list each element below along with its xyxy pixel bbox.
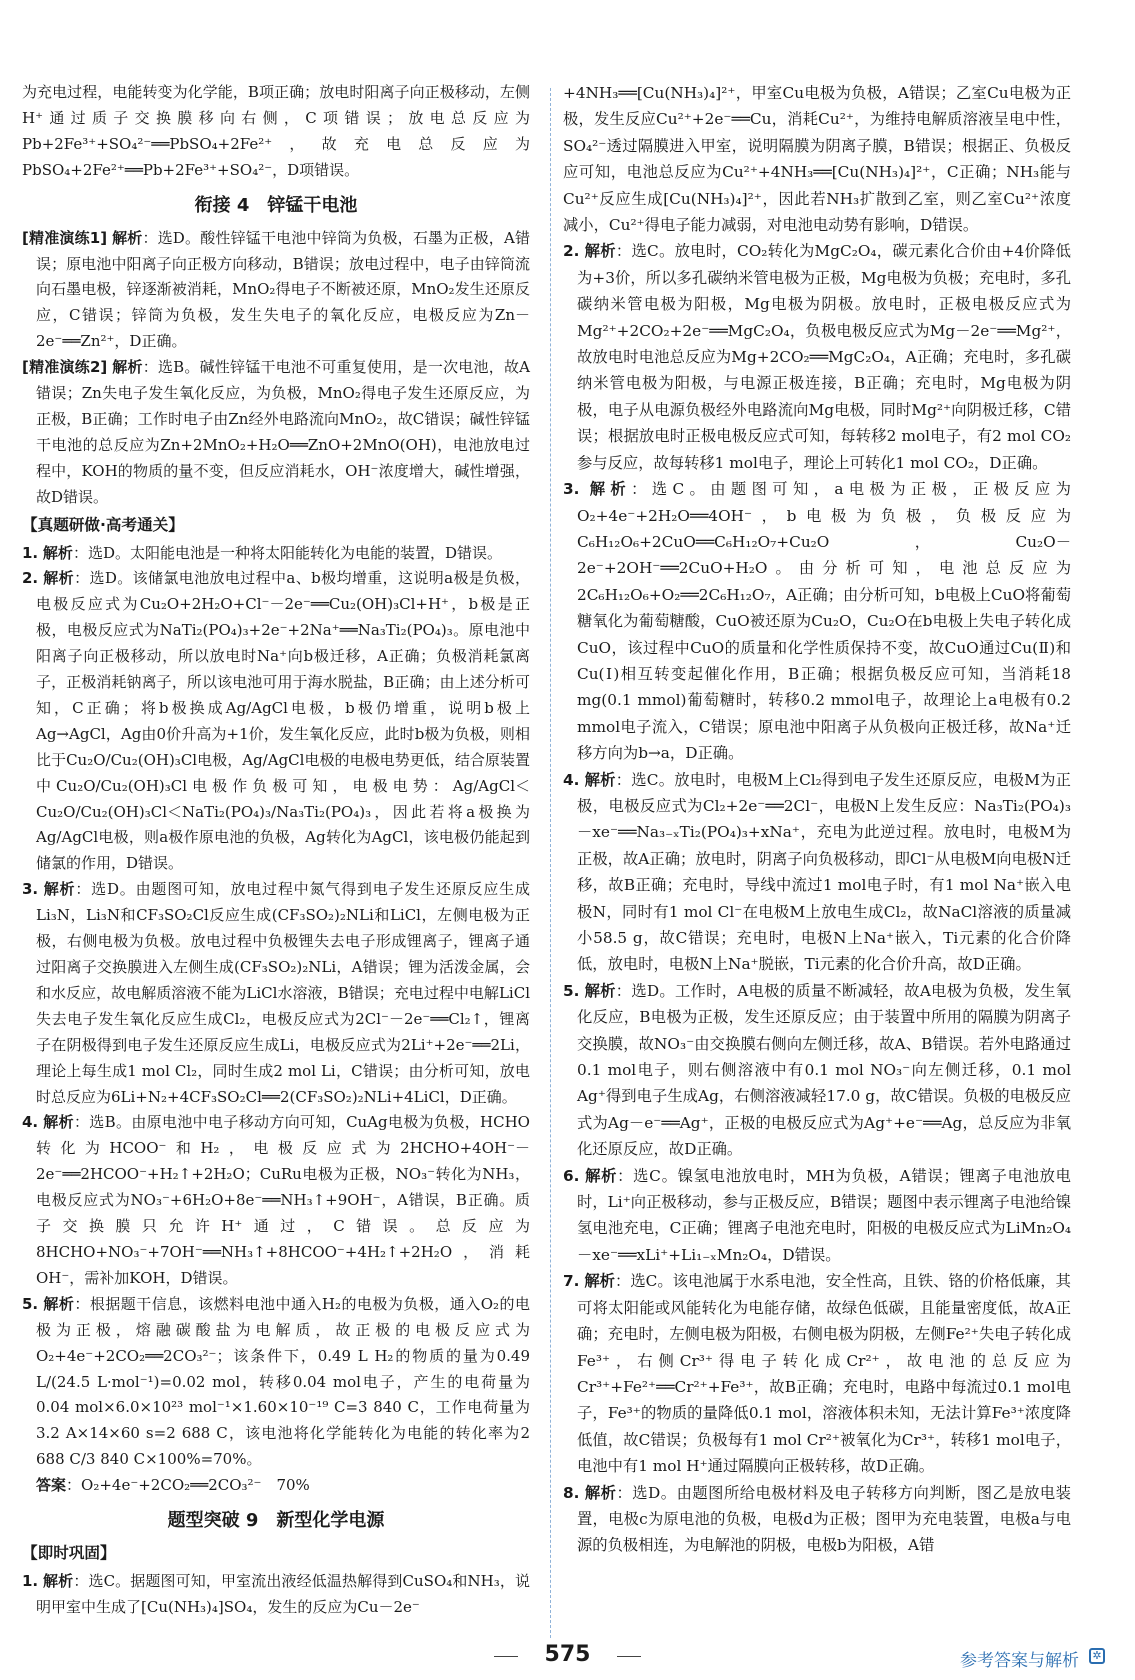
item-sublabel: 解析: [584, 770, 616, 789]
item-text: ：选D。由题图可知，放电过程中氮气得到电子发生还原反应生成Li₃N，Li₃N和CF₃SO₂Cl反应生成(CF₃SO₂)₂NLi和LiCl，左侧电极为正极，右侧电极为负极。放电过程中负极锂失去电子形成锂离子，锂离子通过阳离子交换膜进入左侧生成(CF₃SO₂)₂NLi，A错误；锂为活泼金属，会和水反应，故电解质溶液不能为LiCl水溶液，B错误；充电过程中电解LiCl失去电子发生氧化反应生成Cl₂，电极反应式为2Cl⁻－2e⁻══Cl₂↑，锂离子在阴极得到电子发生还原反应生成Li，电极反应式为2Li⁺+2e⁻══2Li，理论上每生成1 mol Cl₂，同时生成2 mol Li，C错误；由分析可知，放电时总反应为6Li+N₂+4CF₃SO₂Cl══2(CF₃SO₂)₂NLi+4LiCl，D正确。: [36, 880, 530, 1106]
item-number: 2.: [563, 242, 580, 261]
item-number: 7.: [563, 1272, 580, 1291]
answer-line: [22, 1473, 530, 1499]
item-number: 6.: [563, 1166, 580, 1185]
solution-item: [22, 1110, 530, 1291]
solution-item: [563, 978, 1071, 1163]
answer-text: ：O₂+4e⁻+2CO₂══2CO₃²⁻ 70%: [66, 1476, 310, 1495]
item-text: ：选B。由原电池中电子移动方向可知，CuAg电极为负极，HCHO转化为HCOO⁻和H₂，电极反应式为2HCHO+4OH⁻－2e⁻══2HCOO⁻+H₂↑+2H₂O；CuRu电极为正极，NO₃⁻转化为NH₃，电极反应式为NO₃⁻+6H₂O+8e⁻══NH₃↑+9OH⁻，A错误，B正确。质子交换膜只允许H⁺通过，C错误。总反应为8HCHO+NO₃⁻+7OH⁻══NH₃↑+8HCOO⁻+4H₂↑+2H₂O，消耗OH⁻，需补加KOH，D错误。: [36, 1113, 530, 1287]
item-number: 4.: [563, 770, 580, 789]
item-number: 8.: [563, 1483, 580, 1502]
item-text: ：选D。酸性锌锰干电池中锌筒为负极，石墨为正极，A错误；原电池中阳离子向正极方向移动，B错误；放电过程中，电子由锌筒流向石墨电极，锌逐渐被消耗，MnO₂得电子不断被还原，MnO₂发生还原反应，C错误；锌筒为负极，发生失电子的氧化反应，电极反应为Zn－2e⁻══Zn²⁺，D正确。: [36, 228, 530, 351]
item-sublabel: 解析: [112, 228, 143, 247]
item-sublabel: 解析: [585, 1166, 618, 1185]
subsection-heading: 【即时巩固】: [22, 1544, 116, 1563]
solution-item: [22, 877, 530, 1110]
item-text: ：选D。太阳能电池是一种将太阳能转化为电能的装置，D错误。: [72, 543, 502, 562]
item-sublabel: 解析: [584, 1483, 617, 1502]
item-number: [精准演练2]: [22, 358, 108, 377]
item-sublabel: 解析: [584, 981, 616, 1000]
item-number: 4.: [22, 1113, 39, 1132]
item-sublabel: 解析: [43, 1571, 74, 1590]
section-heading: 衔接 4 锌锰干电池: [194, 194, 358, 216]
item-number: 5.: [22, 1294, 39, 1313]
solution-item: [563, 476, 1071, 766]
item-sublabel: 解析: [112, 358, 143, 377]
item-sublabel: 解析: [42, 543, 73, 562]
item-text: ：选B。碱性锌锰干电池不可重复使用，是一次电池，故A错误；Zn失电子发生氧化反应，为负极，MnO₂得电子发生还原反应，为正极，B正确；工作时电子由Zn经外电路流向MnO₂，故C错误；碱性锌锰干电池的总反应为Zn+2MnO₂+H₂O══ZnO+2MnO(OH)，电池放电过程中，KOH的物质的量不变，但反应消耗水，OH⁻浓度增大，碱性增强，故D错误。: [36, 358, 530, 506]
solution-item: [563, 1480, 1071, 1559]
item-number: 3.: [563, 480, 580, 499]
item-text: ：选C。由题图可知，a电极为正极，正极反应为O₂+4e⁻+2H₂O══4OH⁻，b电极为负极，负极反应为C₆H₁₂O₆+2CuO══C₆H₁₂O₇+Cu₂O，Cu₂O－2e⁻+2OH⁻══2CuO+H₂O。由分析可知，电池总反应为2C₆H₁₂O₆+O₂══2C₆H₁₂O₇，A正确；由分析可知，b电极上CuO将葡萄糖氧化为葡萄糖酸，CuO被还原为Cu₂O，Cu₂O在b电极上失电子转化成CuO，该过程中CuO的质量和化学性质保持不变，故CuO通过Cu(Ⅱ)和Cu(Ⅰ)相互转变起催化作用，B正确；根据负极反应可知，当消耗18 mg(0.1 mmol)葡萄糖时，转移0.2 mmol电子，故理论上a电极有0.2 mmol电子流入，C错误；原电池中阳离子从负极向正极迁移，故Na⁺迁移方向为b→a，D正确。: [577, 480, 1071, 763]
left-column: [22, 80, 530, 1621]
footer-dash-right: [617, 1656, 641, 1657]
page-number: 575: [544, 1642, 591, 1667]
solution-item: [563, 1268, 1071, 1479]
item-text: ：选C。据题图可知，甲室流出液经低温热解得到CuSO₄和NH₃，说明甲室中生成了[Cu(NH₃)₄]SO₄，发生的反应为Cu－2e⁻: [36, 1571, 530, 1616]
solution-item: [22, 1569, 530, 1621]
item-number: 5.: [563, 981, 580, 1000]
item-text: ：选C。放电时，电极M上Cl₂得到电子发生还原反应，电极M为正极，电极反应式为Cl₂+2e⁻══2Cl⁻，电极N上发生反应：Na₃Ti₂(PO₄)₃－xe⁻══Na₃₋ₓTi₂(PO₄)₃+xNa⁺，充电为此逆过程。放电时，电极M为正极，故A正确；放电时，阴离子向负极移动，即Cl⁻从电极M向电极N迁移，故B正确；充电时，导线中流过1 mol电子时，有1 mol Na⁺嵌入电极N，同时有1 mol Cl⁻在电极M上放电生成Cl₂，故NaCl溶液的质量减小58.5 g，故C错误；充电时，电极N上Na⁺嵌入，Ti元素的化合价降低，放电时，电极N上Na⁺脱嵌，Ti元素的化合价升高，故D正确。: [577, 770, 1071, 974]
item-sublabel: 解析: [584, 1272, 615, 1291]
solution-item: [22, 226, 530, 356]
item-number: 1.: [22, 543, 39, 562]
solution-item: [22, 355, 530, 510]
item-text: ：选D。由题图所给电极材料及电子转移方向判断，图乙是放电装置，电极c为原电池的负极，电极d为正极；图甲为充电装置，电极a与电源的负极相连，为电解池的阴极，电极b为阳极，A错: [577, 1483, 1071, 1555]
item-sublabel: 解析: [43, 880, 76, 899]
solution-item: [563, 238, 1071, 476]
solution-item: [563, 1163, 1071, 1269]
solution-item: [563, 767, 1071, 978]
solution-item: [22, 566, 530, 877]
item-text: ：选C。该电池属于水系电池，安全性高，且铁、铬的价格低廉，其可将太阳能或风能转化为电能存储，故绿色低碳，且能量密度低，故A正确；充电时，左侧电极为阳极，右侧电极为阴极，左侧Fe²⁺失电子转化成Fe³⁺，右侧Cr³⁺得电子转化成Cr²⁺，故电池的总反应为Cr³⁺+Fe²⁺══Cr²⁺+Fe³⁺，故B正确；充电时，电路中每流过0.1 mol电子，Fe³⁺的物质的量降低0.1 mol，溶液体积未知，无法计算Fe³⁺浓度降低值，故C错误；负极每有1 mol Cr²⁺被氧化为Cr³⁺，转移1 mol电子，电池中有1 mol H⁺通过隔膜向正极转移，故D正确。: [577, 1272, 1071, 1476]
item-sublabel: 解析: [43, 1113, 74, 1132]
solution-item: [22, 1292, 530, 1473]
item-number: [精准演练1]: [22, 228, 108, 247]
item-sublabel: 解析: [43, 569, 75, 588]
item-text: ：根据题干信息，该燃料电池中通入H₂的电极为负极，通入O₂的电极为正极，熔融碳酸盐为电解质，故正极的电极反应式为O₂+4e⁻+2CO₂══2CO₃²⁻；该条件下，0.49 L H₂的物质的量为0.49 L/(24.5 L·mol⁻¹)=0.02 mol，转移0.04 mol电子，产生的电荷量为0.04 mol×6.0×10²³ mol⁻¹×1.60×10⁻¹⁹ C=3 840 C，工作电荷量为3.2 A×14×60 s=2 688 C，该电池将化学能转化为电能的转化率为2 688 C/3 840 C×100%=70%。: [36, 1294, 530, 1469]
solution-item: [22, 541, 530, 567]
item-sublabel: 解析: [589, 480, 632, 499]
item-text: ：选D。该储氯电池放电过程中a、b极均增重，这说明a极是负极，电极反应式为Cu₂O+2H₂O+Cl⁻－2e⁻══Cu₂(OH)₃Cl+H⁺，b极是正极，电极反应式为NaTi₂(PO₄)₃+2e⁻+2Na⁺══Na₃Ti₂(PO₄)₃。原电池中阳离子向正极移动，所以放电时Na⁺向b极迁移，A正确；负极消耗氯离子，正极消耗钠离子，所以该电池可用于海水脱盐，B正确；由上述分析可知，C正确；将b极换成Ag/AgCl电极，b极仍增重，说明b极上Ag→AgCl，Ag由0价升高为+1价，发生氧化反应，此时b极为负极，则相比于Cu₂O/Cu₂(OH)₃Cl电极，Ag/AgCl电极的电极电势更低，结合原装置中Cu₂O/Cu₂(OH)₃Cl电极作负极可知，电极电势：Ag/AgCl＜Cu₂O/Cu₂(OH)₃Cl＜NaTi₂(PO₄)₃/Na₃Ti₂(PO₄)₃，因此若将a极换为Ag/AgCl电极，则a极作原电池的负极，Ag转化为AgCl，该电极仍能起到储氯的作用，D错误。: [36, 569, 530, 873]
column-divider: [550, 88, 551, 1638]
item-text: ：选C。镍氢电池放电时，MH为负极，A错误；锂离子电池放电时，Li⁺向正极移动，参与正极反应，B错误；题图中表示锂离子电池给镍氢电池充电，C正确；锂离子电池充电时，阳极的电极反应式为LiMn₂O₄－xe⁻══xLi⁺+Li₁₋ₓMn₂O₄，D错误。: [577, 1166, 1071, 1264]
item-text: ：选C。放电时，CO₂转化为MgC₂O₄，碳元素化合价由+4价降低为+3价，所以多孔碳纳米管电极为正极，Mg电极为负极；充电时，多孔碳纳米管电极为阳极，Mg电极为阴极。放电时，正极电极反应式为Mg²⁺+2CO₂+2e⁻══MgC₂O₄，负极电极反应式为Mg－2e⁻══Mg²⁺，故放电时电池总反应为Mg+2CO₂══MgC₂O₄，A正确；充电时，多孔碳纳米管电极为阳极，与电源正极连接，B正确；充电时，Mg电极为阴极，电子从电源负极经外电路流向Mg电极，同时Mg²⁺向阴极迁移，C错误；根据放电时正极电极反应式可知，每转移2 mol电子，有2 mol CO₂参与反应，故每转移1 mol电子，理论上可转化1 mol CO₂，D正确。: [577, 242, 1071, 472]
right-column: [563, 80, 1071, 1559]
item-text: ：选D。工作时，A电极的质量不断减轻，故A电极为负极，发生氧化反应，B电极为正极，发生还原反应；由于装置中所用的隔膜为阴离子交换膜，故NO₃⁻由交换膜右侧向左侧迁移，故A、B错误。若外电路通过0.1 mol电子，则右侧溶液中有0.1 mol NO₃⁻向左侧迁移，0.1 mol Ag⁺得到电子生成Ag，右侧溶液减轻17.0 g，故C错误。负极的电极反应式为Ag－e⁻══Ag⁺，正极的电极反应式为Ag⁺+e⁻══Ag，总反应为非氧化还原反应，故D正确。: [577, 981, 1071, 1159]
subsection-heading: 【真题研做·高考通关】: [22, 515, 184, 534]
item-number: 2.: [22, 569, 39, 588]
answer-label: 答案: [36, 1476, 67, 1495]
page-footer: [0, 1640, 1135, 1676]
item-sublabel: 解析: [584, 242, 616, 261]
paragraph: 为充电过程，电能转变为化学能，B项正确；放电时阳离子向正极移动，左侧H⁺通过质子交换膜移向右侧，C项错误；放电总反应为Pb+2Fe³⁺+SO₄²⁻══PbSO₄+2Fe²⁺，故充电总反应为PbSO₄+2Fe²⁺══Pb+2Fe³⁺+SO₄²⁻，D项错误。: [22, 83, 530, 179]
item-number: 1.: [22, 1571, 39, 1590]
item-sublabel: 解析: [43, 1294, 75, 1313]
gear-icon: ✲: [1089, 1648, 1105, 1664]
footer-title: 参考答案与解析: [960, 1651, 1079, 1671]
item-number: 3.: [22, 880, 39, 899]
section-heading: 题型突破 9 新型化学电源: [167, 1510, 385, 1532]
paragraph: +4NH₃══[Cu(NH₃)₄]²⁺，甲室Cu电极为负极，A错误；乙室Cu电极为正极，发生反应Cu²⁺+2e⁻══Cu，消耗Cu²⁺，为维持电解质溶液呈电中性，SO₄²⁻透过隔膜进入甲室，说明隔膜为阴离子膜，B错误；根据正、负极反应可知，电池总反应为Cu²⁺+4NH₃══[Cu(NH₃)₄]²⁺，C正确；NH₃能与Cu²⁺反应生成[Cu(NH₃)₄]²⁺，因此若NH₃扩散到乙室，则乙室Cu²⁺浓度减小，Cu²⁺得电子能力减弱，对电池电动势有影响，D错误。: [563, 84, 1071, 235]
